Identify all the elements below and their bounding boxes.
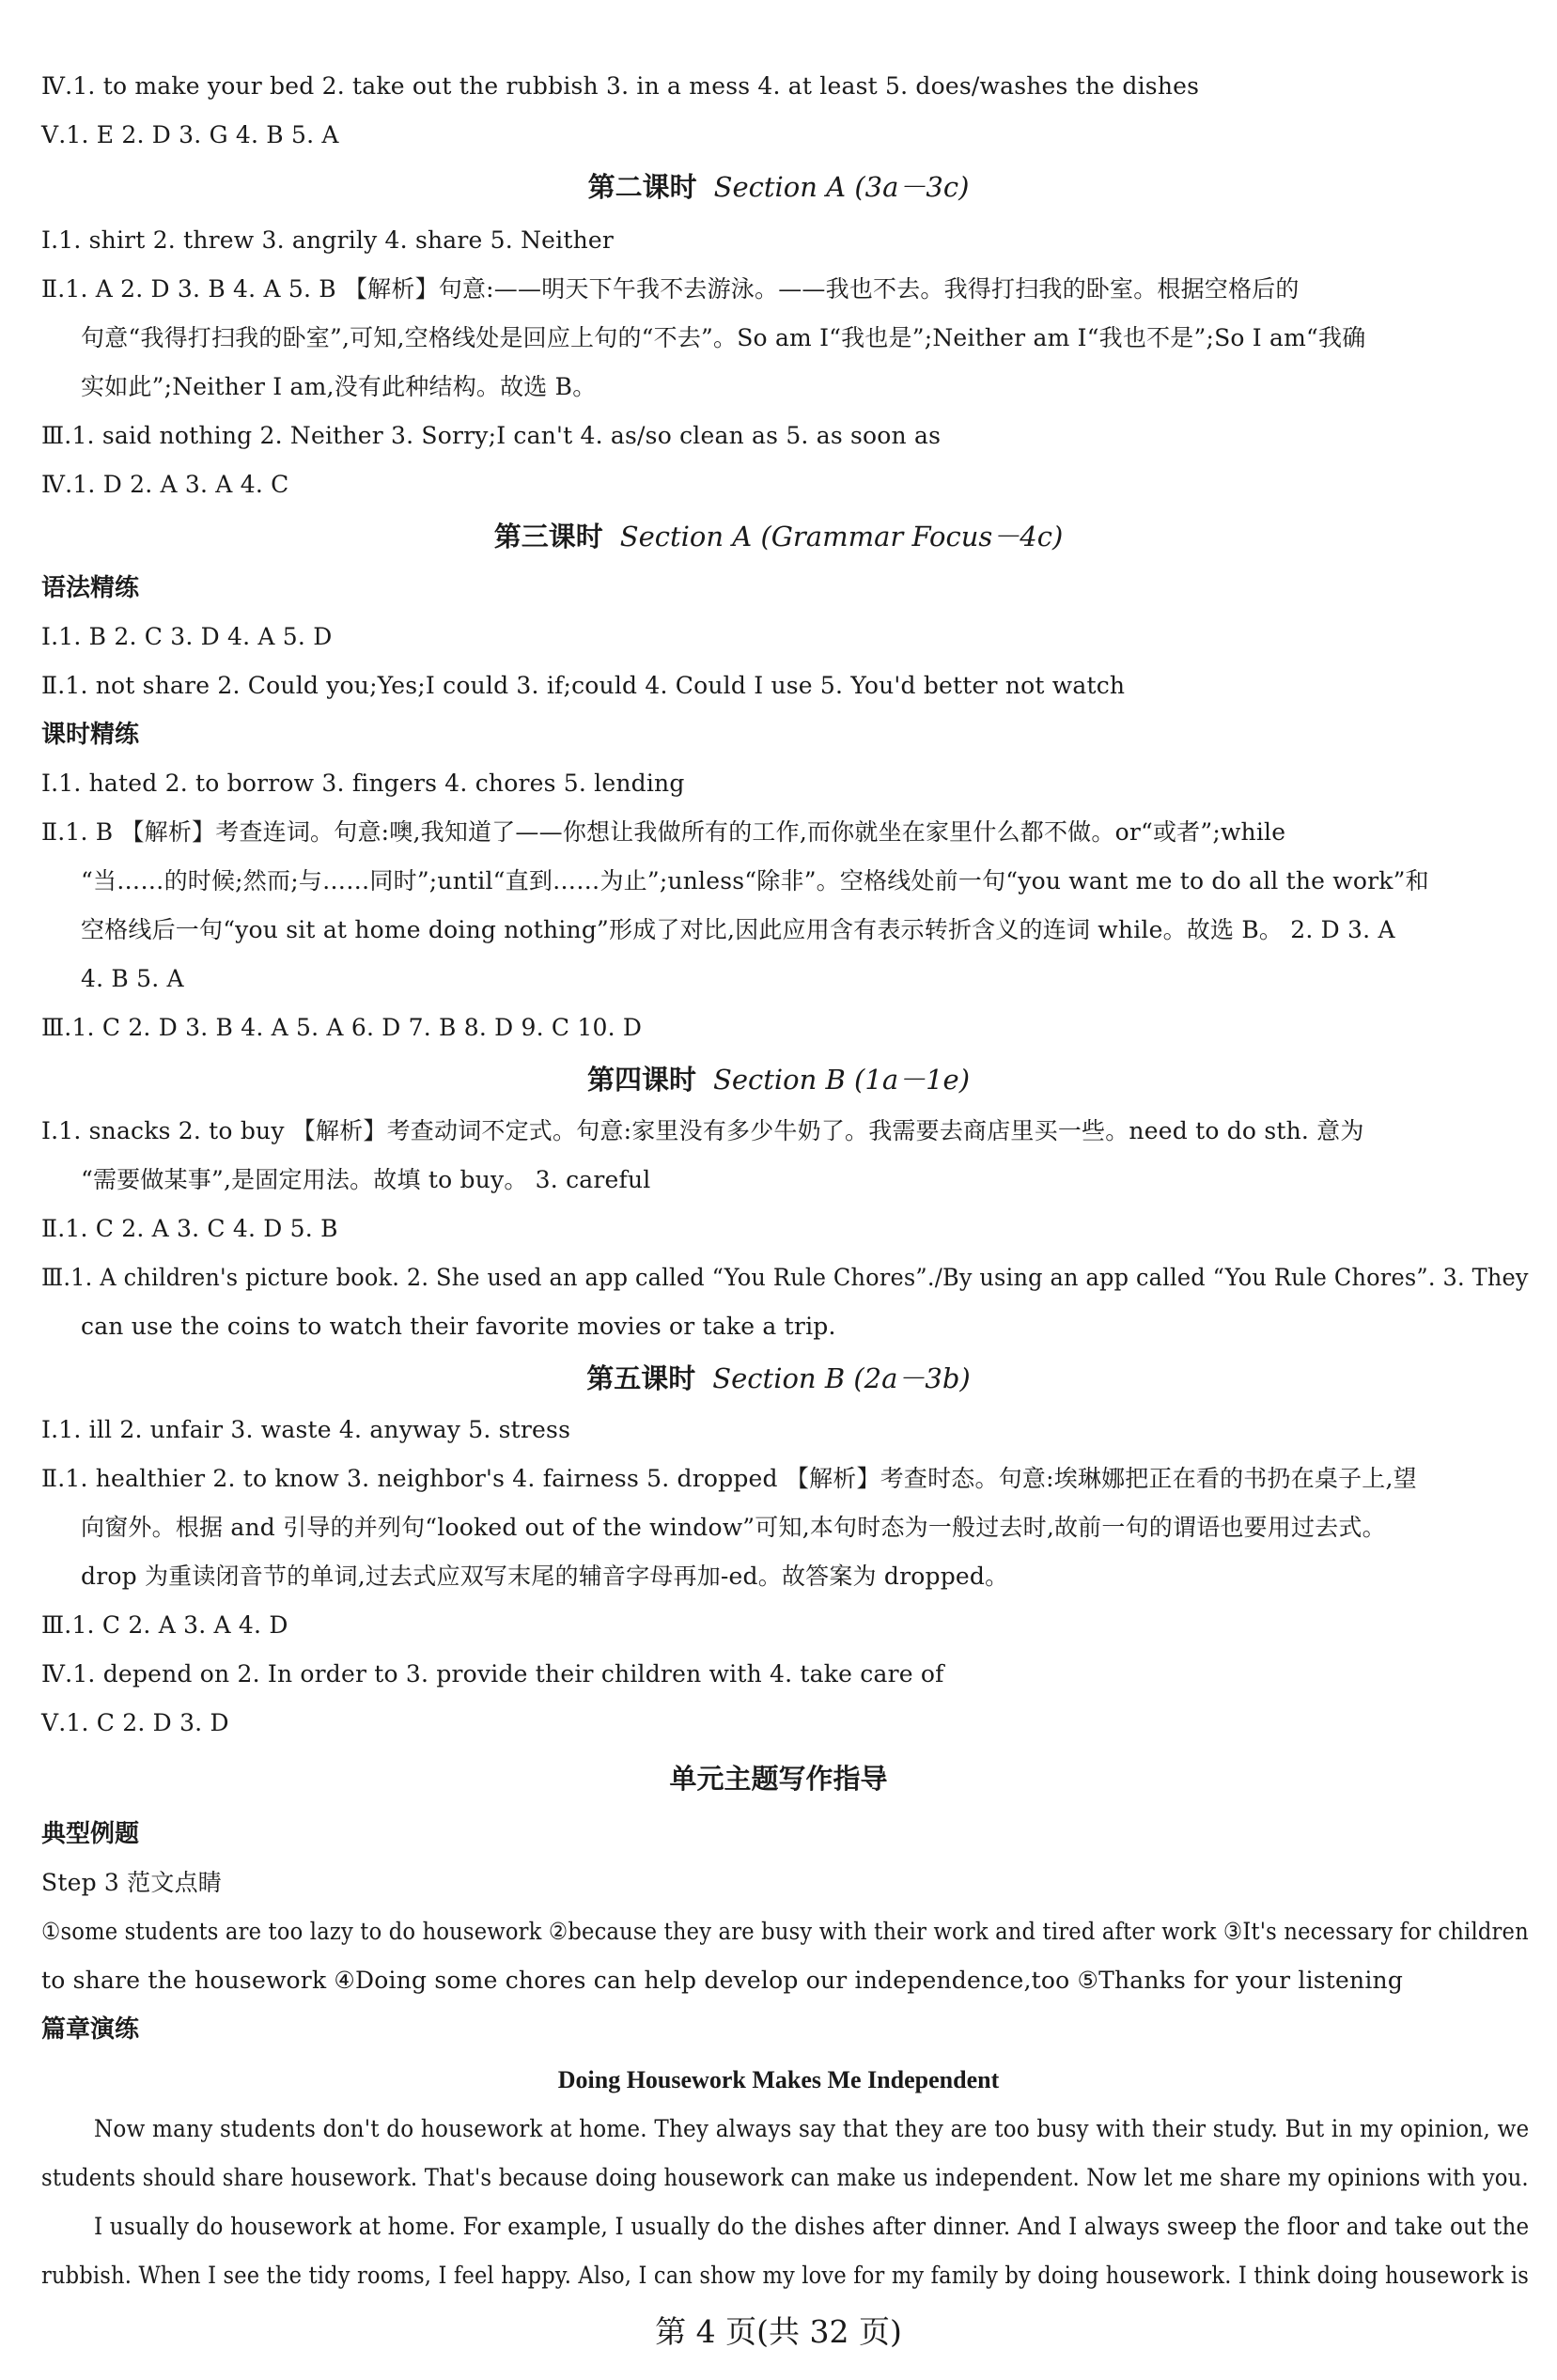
section-heading <box>0 1359 1557 1398</box>
answer-line: “需要做某事”,是固定用法。故填 to buy。 3. careful <box>81 1166 651 1193</box>
section-heading <box>0 517 1557 556</box>
answer-line: 向窗外。根据 and 引导的并列句“looked out of the window”可知,本句时态为一般过去时,故前一句的谓语也要用过去式。 <box>81 1514 1386 1541</box>
heading-cn: 第二课时 <box>587 171 697 203</box>
answer-line: Ⅳ.1. to make your bed 2. take out the rubbish 3. in a mess 4. at least 5. does/washes the dishes <box>41 72 1200 100</box>
answer-line: can use the coins to watch their favorite movies or take a trip. <box>81 1313 836 1340</box>
answer-line: Ⅲ.1. A children's picture book. 2. She used an app called “You Rule Chores”./By using an app called “You Rule Chores”. 3. They <box>41 1264 1529 1291</box>
answer-line: Ⅰ.1. hated 2. to borrow 3. fingers 4. chores 5. lending <box>41 770 685 797</box>
essay-title: Doing Housework Makes Me Independent <box>557 2066 1000 2093</box>
answer-line: Ⅱ.1. not share 2. Could you;Yes;I could 3. if;could 4. Could I use 5. You'd better not watch <box>41 672 1126 699</box>
section-heading <box>0 1060 1557 1099</box>
answer-line: Step 3 范文点睛 <box>41 1869 222 1896</box>
section-heading <box>0 167 1557 207</box>
answer-line: 句意“我得打扫我的卧室”,可知,空格线处是回应上句的“不去”。So am I“我也是”;Neither am I“我也不是”;So I am“我确 <box>81 324 1366 351</box>
answer-line: “当……的时候;然而;与……同时”;until“直到……为止”;unless“除非”。空格线处前一句“you want me to do all the work”和 <box>81 867 1429 894</box>
answer-line: Ⅰ.1. snacks 2. to buy 【解析】考查动词不定式。句意:家里没有多少牛奶了。我需要去商店里买一些。need to do sth. 意为 <box>41 1117 1364 1144</box>
answer-line: Ⅱ.1. C 2. A 3. C 4. D 5. B <box>41 1215 338 1242</box>
answer-line: Ⅲ.1. said nothing 2. Neither 3. Sorry;I can't 4. as/so clean as 5. as soon as <box>41 422 942 449</box>
answer-line: Ⅰ.1. ill 2. unfair 3. waste 4. anyway 5. stress <box>41 1416 571 1443</box>
heading-en: Section B (1a－1e) <box>712 1064 971 1096</box>
heading-en: Section A (3a－3c) <box>713 171 970 203</box>
answer-line: 空格线后一句“you sit at home doing nothing”形成了对比,因此应用含有表示转折含义的连词 while。故选 B。 2. D 3. A <box>81 916 1395 943</box>
answer-line: Ⅳ.1. D 2. A 3. A 4. C <box>41 471 289 498</box>
essay-line: rubbish. When I see the tidy rooms, I feel happy. Also, I can show my love for my family by doing housework. I think doing housework is <box>41 2262 1530 2289</box>
subsection-heading: 课时精练 <box>41 721 140 749</box>
heading-cn: 第五课时 <box>586 1362 696 1394</box>
answer-line: Ⅰ.1. B 2. C 3. D 4. A 5. D <box>41 623 333 650</box>
answer-line: to share the housework ④Doing some chores can help develop our independence,too ⑤Thanks for your listening <box>41 1967 1404 1994</box>
answer-line: 实如此”;Neither I am,没有此种结构。故选 B。 <box>81 373 597 400</box>
answer-line: Ⅲ.1. C 2. D 3. B 4. A 5. A 6. D 7. B 8. D 9. C 10. D <box>41 1014 643 1041</box>
subsection-heading: 篇章演练 <box>41 2015 140 2044</box>
page-number: 第 4 页(共 32 页) <box>655 2313 902 2350</box>
answer-line: Ⅱ.1. A 2. D 3. B 4. A 5. B 【解析】句意:——明天下午我不去游泳。——我也不去。我得打扫我的卧室。根据空格后的 <box>41 275 1300 303</box>
essay-line: students should share housework. That's because doing housework can make us independent. Now let me share my opinions with you. <box>41 2164 1529 2191</box>
essay-line: Now many students don't do housework at home. They always say that they are too busy with their study. But in my opinion, we <box>94 2115 1530 2142</box>
heading-cn: 第四课时 <box>586 1064 696 1096</box>
answer-line: Ⅴ.1. E 2. D 3. G 4. B 5. A <box>41 121 339 148</box>
answer-line: ①some students are too lazy to do housework ②because they are busy with their work and tired after work ③It's necessary for children <box>41 1918 1529 1945</box>
subsection-heading: 语法精练 <box>41 574 140 602</box>
answer-line: Ⅴ.1. C 2. D 3. D <box>41 1709 229 1736</box>
answer-line: Ⅱ.1. healthier 2. to know 3. neighbor's 4. fairness 5. dropped 【解析】考查时态。句意:埃琳娜把正在看的书扔在桌子上,望 <box>41 1465 1417 1492</box>
subsection-heading: 典型例题 <box>41 1820 140 1848</box>
answer-line: drop 为重读闭音节的单词,过去式应双写末尾的辅音字母再加-ed。故答案为 dropped。 <box>81 1563 1009 1590</box>
heading-en: Section A (Grammar Focus－4c) <box>619 521 1064 552</box>
answer-line: Ⅳ.1. depend on 2. In order to 3. provide their children with 4. take care of <box>41 1660 944 1688</box>
writing-guide-heading: 单元主题写作指导 <box>669 1763 888 1795</box>
answer-line: Ⅰ.1. shirt 2. threw 3. angrily 4. share 5. Neither <box>41 226 615 254</box>
heading-cn: 第三课时 <box>493 521 603 552</box>
essay-line: I usually do housework at home. For example, I usually do the dishes after dinner. And I always sweep the floor and take out the <box>94 2213 1530 2240</box>
answer-line: 4. B 5. A <box>81 965 184 992</box>
heading-en: Section B (2a－3b) <box>712 1362 971 1394</box>
answer-line: Ⅲ.1. C 2. A 3. A 4. D <box>41 1611 288 1639</box>
answer-line: Ⅱ.1. B 【解析】考查连词。句意:噢,我知道了——你想让我做所有的工作,而你就坐在家里什么都不做。or“或者”;while <box>41 818 1286 846</box>
